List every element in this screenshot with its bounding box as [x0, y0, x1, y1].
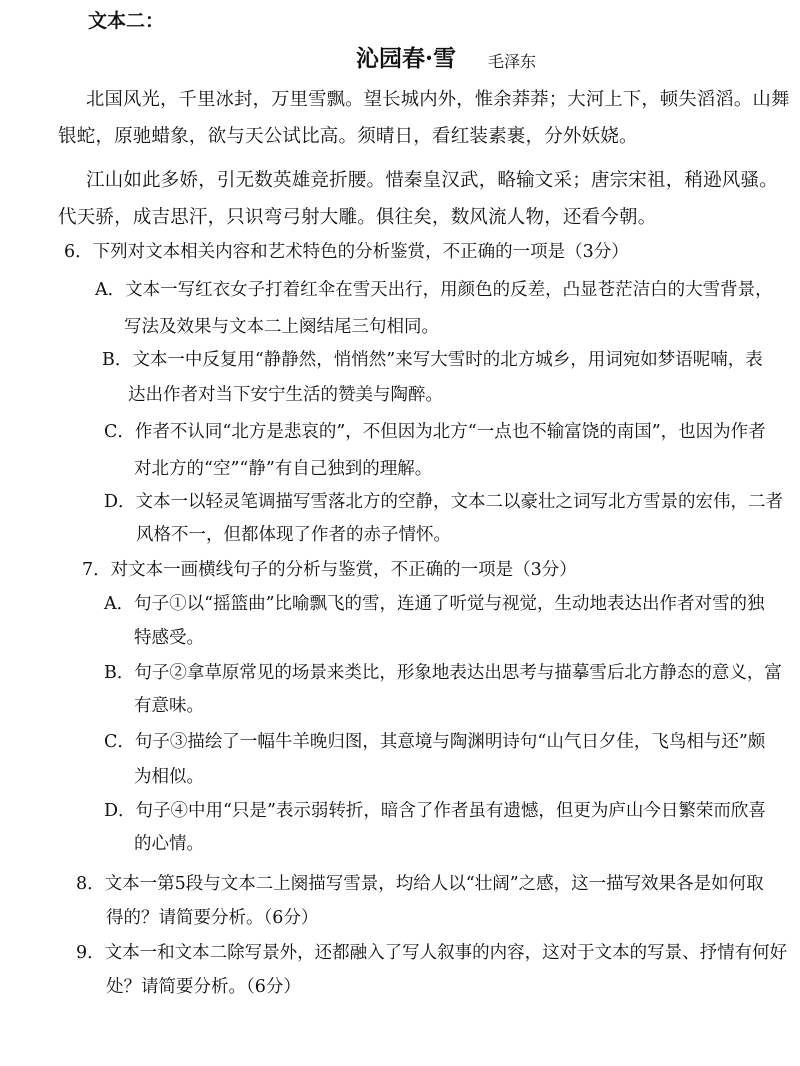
q6-option-a-line-2: 写法及效果与文本二上阕结尾三句相同。: [124, 317, 439, 337]
poem-title: 沁园春·雪: [356, 45, 457, 72]
q7-option-a-line-2: 特感受。: [134, 628, 204, 648]
question-8-line-1: 8．文本一第5段与文本二上阕描写雪景，均给人以“壮阔”之感，这一描写效果各是如何取: [76, 874, 764, 894]
question-9-line-1: 9．文本一和文本二除写景外，还都融入了写人叙事的内容，这对于文本的写景、抒情有何好: [76, 943, 788, 963]
q7-option-c-line-1: C．句子③描绘了一幅牛羊晚归图，其意境与陶渊明诗句“山气日夕佳，飞鸟相与还”颇: [104, 732, 766, 752]
question-9-line-2: 处？请简要分析。（6分）: [106, 977, 301, 997]
q7-option-d-line-1: D．句子④中用“只是”表示弱转折，暗含了作者虽有遗憾，但更为庐山今日繁荣而欣喜: [104, 801, 766, 821]
q6-option-d-line-1: D．文本一以轻灵笔调描写雪落北方的空静，文本二以豪壮之词写北方雪景的宏伟，二者: [104, 492, 784, 512]
poem-line-3: 江山如此多娇，引无数英雄竞折腰。惜秦皇汉武，略输文采；唐宗宋祖，稍逊风骚。: [86, 170, 778, 191]
q6-option-c-line-1: C．作者不认同“北方是悲哀的”，不但因为北方“一点也不输富饶的南国”，也因为作者: [104, 422, 766, 442]
q6-option-a-line-1: A．文本一写红衣女子打着红伞在雪天出行，用颜色的反差，凸显苍茫洁白的大雪背景，: [95, 280, 773, 300]
poem-line-2: 银蛇，原驰蜡象，欲与天公试比高。须晴日，看红装素裹，分外妖娆。: [58, 126, 638, 147]
q6-option-b-line-2: 达出作者对当下安宁生活的赞美与陶醉。: [128, 385, 443, 405]
q6-option-b-line-1: B．文本一中反复用“静静然，悄悄然”来写大雪时的北方城乡，用词宛如梦语呢喃，表: [102, 350, 763, 370]
q7-option-b-line-1: B．句子②拿草原常见的场景来类比，形象地表达出思考与描摹雪后北方静态的意义，富: [104, 663, 782, 683]
q7-option-c-line-2: 为相似。: [134, 767, 204, 787]
poem-line-1: 北国风光，千里冰封，万里雪飘。望长城内外，惟余莽莽；大河上下，顿失滔滔。山舞: [86, 89, 790, 110]
poem-line-4: 代天骄，成吉思汗，只识弯弓射大雕。俱往矣，数风流人物，还看今朝。: [58, 207, 657, 228]
text-label: 文本二：: [88, 10, 165, 32]
q7-option-b-line-2: 有意味。: [134, 696, 204, 716]
poem-author: 毛泽东: [488, 52, 537, 71]
q6-option-c-line-2: 对北方的“空”“静”有自己独到的理解。: [134, 459, 433, 479]
q7-option-d-line-2: 的心情。: [134, 834, 204, 854]
question-6-stem: 6．下列对文本相关内容和艺术特色的分析鉴赏，不正确的一项是（3分）: [64, 242, 629, 262]
q7-option-a-line-1: A．句子①以“摇篮曲”比喻飘飞的雪，连通了听觉与视觉，生动地表达出作者对雪的独: [104, 594, 765, 614]
question-8-line-2: 得的？请简要分析。（6分）: [106, 908, 319, 928]
question-7-stem: 7．对文本一画横线句子的分析与鉴赏，不正确的一项是（3分）: [82, 560, 577, 580]
q6-option-d-line-2: 风格不一，但都体现了作者的赤子情怀。: [136, 525, 451, 545]
